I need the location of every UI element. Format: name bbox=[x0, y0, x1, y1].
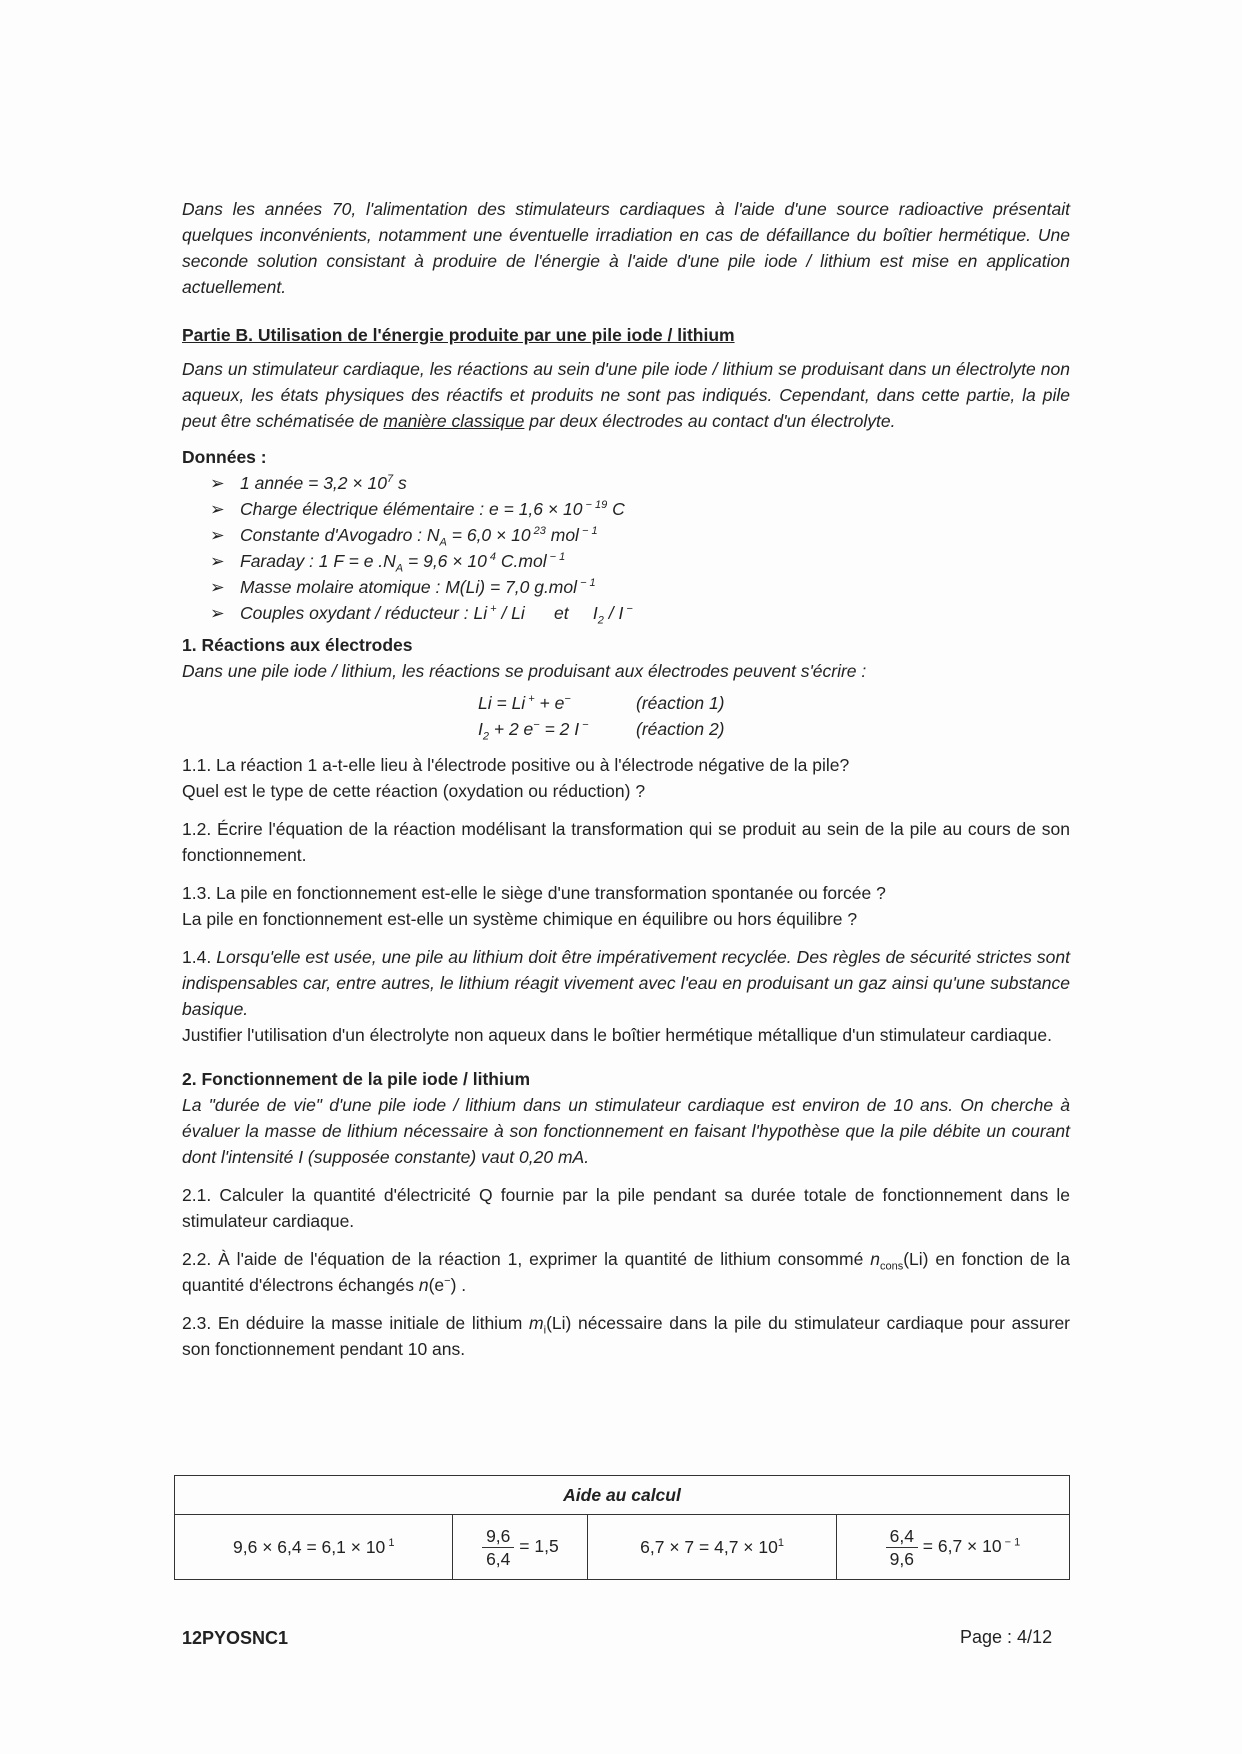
footer-code: 12PYOSNC1 bbox=[182, 1628, 289, 1648]
donnee-tail: mol bbox=[545, 525, 579, 545]
part-b-title: Partie B. Utilisation de l'énergie produite par une pile iode / lithium bbox=[182, 325, 735, 345]
eq-part: I bbox=[478, 719, 483, 739]
donnee-sup: − bbox=[623, 603, 633, 616]
question-1-1b: Quel est le type de cette réaction (oxydation ou réduction) ? bbox=[182, 781, 646, 801]
question-1-3b: La pile en fonctionnement est-elle un système chimique en équilibre ou hors équilibre ? bbox=[182, 909, 858, 929]
fraction-denominator: 6,4 bbox=[486, 1548, 511, 1569]
q-symbol: n bbox=[418, 1275, 429, 1295]
part-b-intro-before: Dans un stimulateur cardiaque, les réactions au sein d'une pile iode / lithium se produisant dans un électrolyte non aqueux, les états physiques des réactifs et produits ne sont pas indiqués. Cependant, dans cette partie, la pile peut être schématisée de bbox=[182, 359, 1070, 431]
part-b-intro bbox=[182, 356, 1070, 434]
donnee-sub: A bbox=[439, 536, 447, 549]
arrow-bullet-icon: ➢ bbox=[210, 603, 225, 623]
donnee-tail: / Li et I bbox=[496, 603, 598, 623]
aide-values-row bbox=[175, 1515, 1070, 1580]
fraction-numerator: 6,4 bbox=[886, 1525, 918, 1548]
donnee-item bbox=[210, 496, 1070, 522]
arrow-bullet-icon: ➢ bbox=[210, 551, 225, 571]
part-b-intro-underlined: manière classique bbox=[383, 411, 525, 431]
question-1-4b: Justifier l'utilisation d'un électrolyte non aqueux dans le boîtier hermétique métallique d'un stimulateur cardiaque. bbox=[182, 1025, 1052, 1045]
reaction-2-equation bbox=[478, 716, 636, 742]
question-1-3a: 1.3. La pile en fonctionnement est-elle le siège d'une transformation spontanée ou forcée ? bbox=[182, 883, 886, 903]
donnee-sup: − 1 bbox=[546, 551, 566, 564]
aide-title: Aide au calcul bbox=[175, 1476, 1070, 1515]
donnees-list bbox=[182, 470, 1070, 626]
eq-part: Li = Li bbox=[478, 693, 526, 713]
fraction bbox=[482, 1525, 514, 1570]
q-symbol: n bbox=[870, 1249, 880, 1269]
donnee-sup: 4 bbox=[486, 551, 497, 564]
q-sup: − bbox=[444, 1275, 451, 1288]
donnee-sup: 7 bbox=[386, 473, 394, 486]
question-number: 1.4. bbox=[182, 947, 217, 967]
donnee-tail: s bbox=[393, 473, 407, 493]
aide-cell-2 bbox=[453, 1515, 588, 1580]
aide-text: 9,6 × 6,4 = 6,1 × 10 bbox=[233, 1536, 386, 1557]
eq-sup: − bbox=[579, 719, 589, 732]
section-2-intro: La "durée de vie" d'une pile iode / lithium dans un stimulateur cardiaque est environ de 10 ans. On cherche à évaluer la masse de lithium nécessaire à son fonctionnement en faisant l'hypothèse que la pile débite un courant dont l'intensité I (supposée constante) vaut 0,20 mA. bbox=[182, 1095, 1070, 1167]
q-sub: cons bbox=[879, 1260, 904, 1273]
donnee-sup: − 19 bbox=[582, 499, 608, 512]
donnee-sup: − 1 bbox=[577, 577, 596, 590]
donnee-tail: C.mol bbox=[496, 551, 547, 571]
reaction-1-label: (réaction 1) bbox=[636, 693, 725, 713]
donnee-item bbox=[210, 470, 1070, 496]
arrow-bullet-icon: ➢ bbox=[210, 499, 225, 519]
q-symbol: m bbox=[529, 1313, 544, 1333]
donnee-sub: A bbox=[395, 562, 404, 575]
donnee-item bbox=[210, 600, 1070, 626]
donnee-text: Couples oxydant / réducteur : Li bbox=[240, 603, 488, 623]
question-1-2: 1.2. Écrire l'équation de la réaction modélisant la transformation qui se produit au sein de la pile au cours de son fonctionnement. bbox=[182, 819, 1070, 865]
eq-part: = 2 I bbox=[539, 719, 580, 739]
arrow-bullet-icon: ➢ bbox=[210, 525, 225, 545]
reaction-1 bbox=[182, 690, 1070, 716]
reaction-1-equation bbox=[478, 690, 636, 716]
intro-paragraph: Dans les années 70, l'alimentation des stimulateurs cardiaques à l'aide d'une source radioactive présentait quelques inconvénients, notamment une éventuelle irradiation en cas de défaillance du boîtier hermétique. Une seconde solution consistant à produire de l'énergie à l'aide d'une pile iode / lithium est mise en application actuellement. bbox=[182, 199, 1070, 297]
eq-part: + e bbox=[534, 693, 565, 713]
aide-sup: 1 bbox=[385, 1536, 395, 1549]
donnee-sup: − 1 bbox=[578, 525, 598, 538]
aide-result: = 1,5 bbox=[514, 1535, 559, 1556]
eq-part: + 2 e bbox=[489, 719, 534, 739]
eq-sup: + bbox=[525, 693, 535, 706]
section-2-title: 2. Fonctionnement de la pile iode / lithium bbox=[182, 1069, 531, 1089]
aide-au-calcul-table bbox=[174, 1475, 1070, 1580]
donnee-tail: C bbox=[607, 499, 625, 519]
eq-sub: 2 bbox=[482, 730, 489, 743]
q-text: 2.2. À l'aide de l'équation de la réaction 1, exprimer la quantité de lithium consommé bbox=[182, 1249, 871, 1269]
question-2-2 bbox=[182, 1246, 1070, 1298]
donnee-tail: / I bbox=[603, 603, 624, 623]
section-1-intro: Dans une pile iode / lithium, les réactions se produisant aux électrodes peuvent s'écrire : bbox=[182, 661, 867, 681]
donnee-sup: + bbox=[487, 603, 497, 616]
donnee-text: Charge électrique élémentaire : e = 1,6 × 10 bbox=[240, 499, 583, 519]
donnee-item bbox=[210, 548, 1070, 574]
donnee-mid: = 9,6 × 10 bbox=[403, 551, 487, 571]
part-b-intro-after: par deux électrodes au contact d'un électrolyte. bbox=[524, 411, 896, 431]
donnee-text: Faraday : 1 F = e .N bbox=[240, 551, 396, 571]
aide-cell-1 bbox=[175, 1515, 453, 1580]
eq-sup: − bbox=[533, 719, 540, 732]
donnee-text: Masse molaire atomique : M(Li) = 7,0 g.mol bbox=[240, 577, 578, 597]
reaction-2-label: (réaction 2) bbox=[636, 719, 725, 739]
aide-cell-4 bbox=[836, 1515, 1069, 1580]
section-1-title: 1. Réactions aux électrodes bbox=[182, 635, 413, 655]
arrow-bullet-icon: ➢ bbox=[210, 473, 225, 493]
fraction bbox=[886, 1525, 918, 1570]
reactions-block bbox=[182, 690, 1070, 742]
donnee-item bbox=[210, 574, 1070, 600]
fraction-numerator: 9,6 bbox=[482, 1525, 514, 1548]
aide-sup: 1 bbox=[777, 1536, 784, 1549]
donnee-text: Constante d'Avogadro : N bbox=[240, 525, 440, 545]
question-1-4 bbox=[182, 944, 1070, 1022]
donnee-item bbox=[210, 522, 1070, 548]
question-2-3 bbox=[182, 1310, 1070, 1362]
eq-sup: − bbox=[564, 693, 571, 706]
fraction-denominator: 9,6 bbox=[889, 1548, 914, 1569]
footer-page-number: Page : 4/12 bbox=[960, 1627, 1053, 1647]
q-text: 2.3. En déduire la masse initiale de lithium bbox=[182, 1313, 530, 1333]
question-2-1: 2.1. Calculer la quantité d'électricité Q fournie par la pile pendant sa durée totale de fonctionnement dans le stimulateur cardiaque. bbox=[182, 1185, 1070, 1231]
q-text: ) . bbox=[450, 1275, 467, 1295]
aide-header-row bbox=[175, 1476, 1070, 1515]
question-1-1a: 1.1. La réaction 1 a-t-elle lieu à l'électrode positive ou à l'électrode négative de la pile? bbox=[182, 755, 850, 775]
q-sub: i bbox=[543, 1324, 547, 1337]
aide-text: 6,7 × 7 = 4,7 × 10 bbox=[640, 1536, 778, 1557]
question-1-4-statement: Lorsqu'elle est usée, une pile au lithium doit être impérativement recyclée. Des règles de sécurité strictes sont indispensables car, entre autres, le lithium réagit vivement avec l'eau en produisant un gaz ainsi qu'une substance basique. bbox=[182, 947, 1071, 1019]
q-text: (e bbox=[428, 1275, 445, 1295]
donnee-text: 1 année = 3,2 × 10 bbox=[240, 473, 387, 493]
page-content bbox=[182, 196, 1070, 1362]
aide-sup: − 1 bbox=[1001, 1535, 1021, 1548]
donnees-title: Données : bbox=[182, 447, 267, 467]
q-text: (Li) en fonction de la quantité d'électrons échangés bbox=[182, 1249, 1070, 1295]
donnee-sup: 23 bbox=[530, 525, 546, 538]
donnee-sub: 2 bbox=[597, 614, 604, 627]
donnee-mid: = 6,0 × 10 bbox=[446, 525, 531, 545]
reaction-2 bbox=[182, 716, 1070, 742]
aide-cell-3 bbox=[588, 1515, 837, 1580]
aide-result: = 6,7 × 10 bbox=[917, 1535, 1002, 1556]
q-text: (Li) nécessaire dans la pile du stimulateur cardiaque pour assurer son fonctionnement pendant 10 ans. bbox=[182, 1313, 1070, 1359]
arrow-bullet-icon: ➢ bbox=[210, 577, 225, 597]
